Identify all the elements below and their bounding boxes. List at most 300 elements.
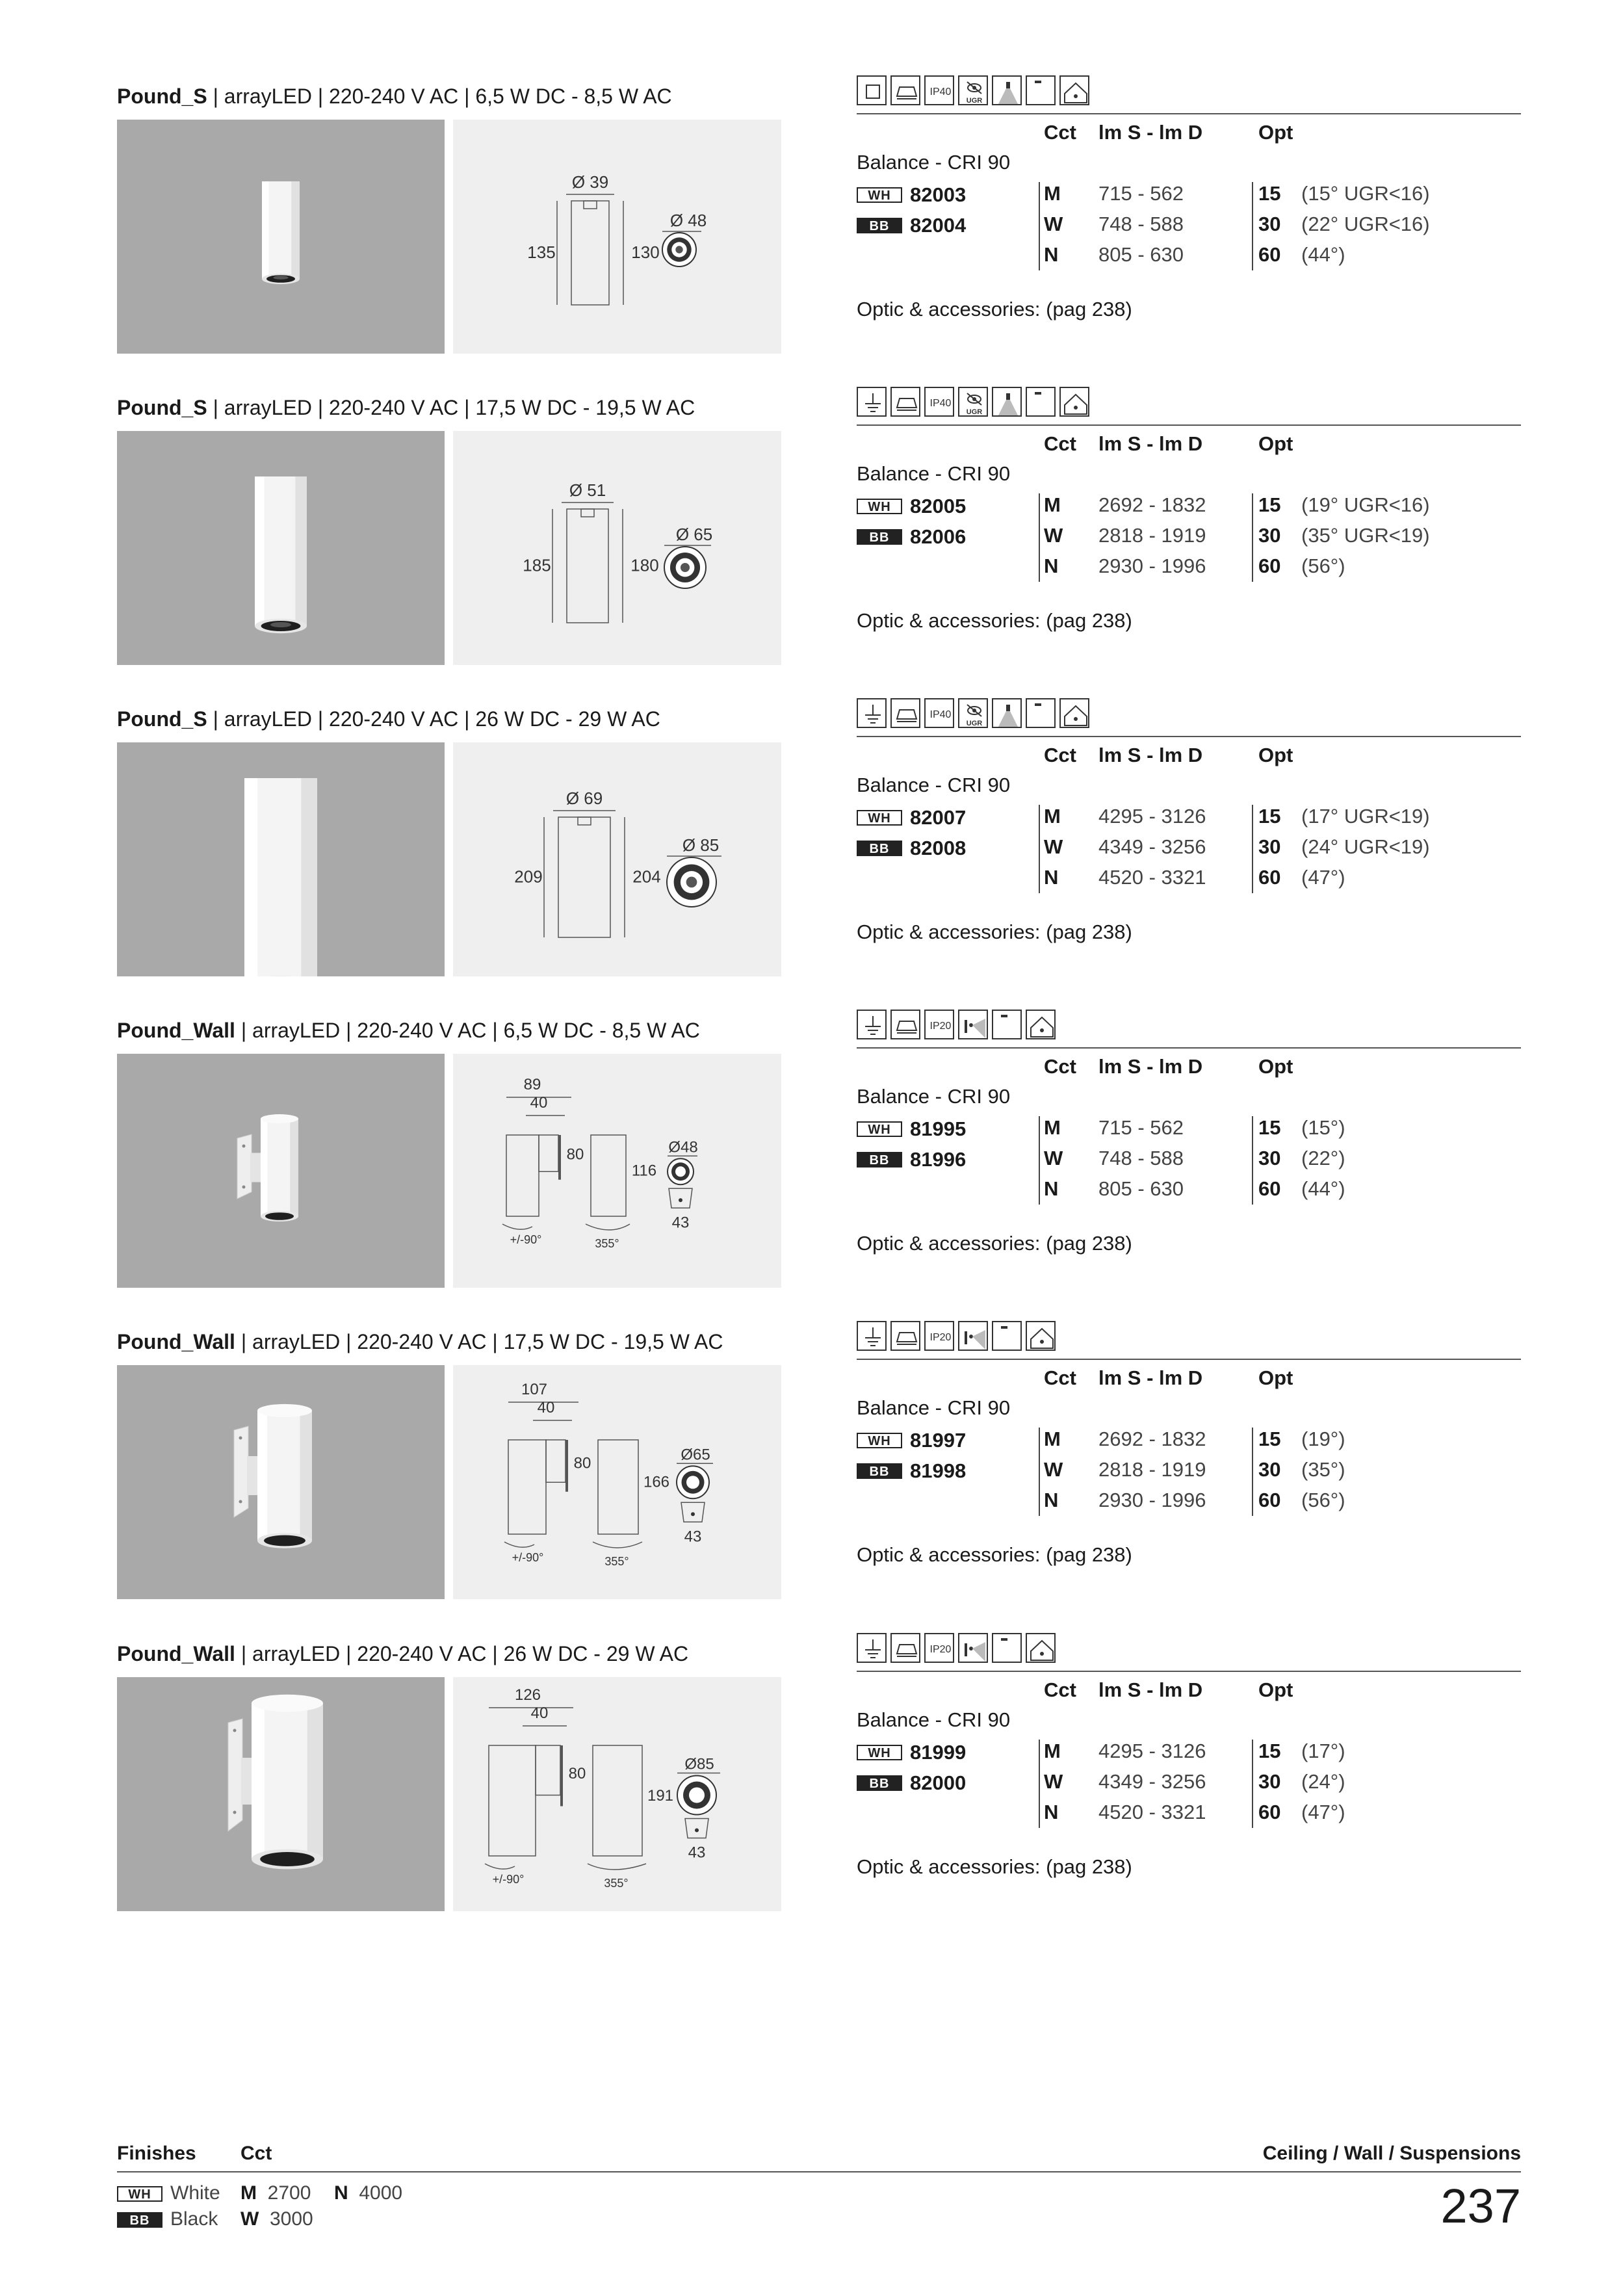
dimension-drawing [504, 1381, 713, 1568]
square-icon [857, 75, 887, 105]
optic-accessories-link[interactable]: Optic & accessories: (pag 238) [857, 298, 1132, 320]
product-photo [117, 742, 445, 976]
dimension-drawing [485, 1686, 720, 1890]
optic-value: 15 [1258, 493, 1281, 516]
ip40-icon [924, 698, 954, 728]
lumen-value: 2818 - 1919 [1098, 1458, 1206, 1481]
ugr-icon [958, 387, 988, 417]
width-arm-label: 40 [537, 1399, 555, 1416]
diameter-top-label: Ø 39 [571, 172, 609, 192]
finish-badge: WH [857, 499, 902, 514]
ip40-icon [924, 75, 954, 105]
diameter-front-label: Ø 65 [675, 525, 713, 544]
ugr-icon [958, 75, 988, 105]
product-section [0, 83, 1623, 395]
ground-icon [857, 1633, 887, 1663]
optic-value: 60 [1258, 1801, 1281, 1823]
lumen-value: 715 - 562 [1098, 1116, 1184, 1139]
cct-code: N [1044, 1177, 1059, 1200]
header-lumen: lm S - lm D [1098, 1055, 1203, 1078]
table-rule [857, 736, 1521, 737]
ugr-text: UGR [966, 408, 983, 416]
luminaire-render [228, 1695, 323, 1870]
technical-drawing [453, 120, 781, 354]
beam-angle: (22° UGR<16) [1301, 213, 1430, 235]
diameter-front-label: Ø 48 [669, 211, 707, 230]
article-cell [857, 1424, 1045, 1456]
ceiling-mount-icon [890, 1010, 920, 1039]
product-spec: | arrayLED | 220-240 V AC | 6,5 W DC - 8,5 W AC [235, 1019, 700, 1042]
table-row [857, 831, 1521, 863]
ugr-text: UGR [966, 97, 983, 105]
header-opt: Opt [1258, 744, 1293, 766]
cct-code: N [1044, 243, 1059, 266]
product-section [0, 1329, 1623, 1641]
product-section [0, 1641, 1623, 1953]
beam-angle: (56°) [1301, 554, 1345, 577]
cct-n [334, 2180, 402, 2206]
height-body-label: 166 [643, 1473, 670, 1491]
product-photo [117, 1365, 445, 1599]
optic-accessories-link[interactable]: Optic & accessories: (pag 238) [857, 609, 1132, 632]
cct-code-w: W [240, 2208, 259, 2230]
article-code: 82008 [910, 836, 967, 859]
indoor-house-icon [1059, 387, 1089, 417]
optic-value: 30 [1258, 213, 1281, 235]
header-cct: Cct [1044, 744, 1076, 766]
table-row [857, 489, 1521, 521]
header-lumen: lm S - lm D [1098, 121, 1203, 144]
article-code: 82005 [910, 494, 967, 517]
table-header [857, 740, 1521, 771]
lumen-value: 2930 - 1996 [1098, 554, 1206, 577]
dimension-drawing [523, 480, 712, 623]
ip20-icon [924, 1321, 954, 1351]
article-cell [857, 1766, 1045, 1799]
beam-angle: (24°) [1301, 1770, 1345, 1793]
finishes-heading: Finishes [117, 2143, 196, 2164]
lumen-value: 2692 - 1832 [1098, 1428, 1206, 1450]
finish-badge: BB [857, 841, 902, 856]
wall-spot-icon [958, 1321, 988, 1351]
product-name: Pound_Wall [117, 1330, 235, 1353]
product-name: Pound_Wall [117, 1019, 235, 1042]
indoor-house-icon [1026, 1010, 1056, 1039]
finish-badge: WH [857, 810, 902, 826]
beam-angle: (35°) [1301, 1458, 1345, 1481]
article-cell [857, 801, 1045, 833]
ceiling-mount-icon [890, 387, 920, 417]
ceiling-mount-icon [890, 1633, 920, 1663]
width-arm-label: 40 [530, 1704, 549, 1722]
header-opt: Opt [1258, 432, 1293, 455]
product-photo [117, 120, 445, 354]
header-cct: Cct [1044, 121, 1076, 144]
lumen-value: 4520 - 3321 [1098, 1801, 1206, 1823]
table-rule [857, 1359, 1521, 1360]
lumen-value: 4295 - 3126 [1098, 1740, 1206, 1762]
lumen-value: 4295 - 3126 [1098, 805, 1206, 828]
optic-value: 30 [1258, 835, 1281, 858]
ground-icon [857, 1010, 887, 1039]
header-cct: Cct [1044, 432, 1076, 455]
table-rule [857, 1047, 1521, 1049]
optic-accessories-link[interactable]: Optic & accessories: (pag 238) [857, 1543, 1132, 1566]
optic-accessories-link[interactable]: Optic & accessories: (pag 238) [857, 920, 1132, 943]
product-photo [117, 431, 445, 665]
finish-badge-bb: BB [117, 2212, 162, 2228]
table-row [857, 551, 1521, 582]
optic-value: 15 [1258, 1740, 1281, 1762]
height-arm-label: 80 [568, 1765, 586, 1782]
header-cct: Cct [1044, 1055, 1076, 1078]
article-cell [857, 209, 1045, 241]
wall-spot-icon [958, 1010, 988, 1039]
technical-drawing [453, 1365, 781, 1599]
tilt-label: +/-90° [492, 1873, 525, 1886]
height-right-label: 130 [631, 242, 660, 262]
diameter-base-label: 43 [688, 1844, 706, 1862]
table-row [857, 801, 1521, 832]
article-code: 81998 [910, 1459, 967, 1482]
minus-icon [1026, 387, 1056, 417]
header-lumen: lm S - lm D [1098, 744, 1203, 766]
tilt-label: +/-90° [512, 1551, 544, 1564]
optic-value: 60 [1258, 1177, 1281, 1200]
header-opt: Opt [1258, 1055, 1293, 1078]
article-code: 81996 [910, 1147, 967, 1171]
product-name: Pound_Wall [117, 1642, 235, 1665]
table-header [857, 428, 1521, 460]
product-family: Balance - CRI 90 [857, 1085, 1011, 1108]
ugr-icon [958, 698, 988, 728]
height-body-label: 116 [631, 1162, 657, 1180]
beam-angle: (15°) [1301, 1116, 1345, 1139]
cct-code: W [1044, 524, 1063, 547]
header-opt: Opt [1258, 121, 1293, 144]
technical-drawing [453, 1054, 781, 1288]
optic-value: 60 [1258, 554, 1281, 577]
cct-code-n: N [334, 2182, 348, 2204]
finish-badge: BB [857, 1463, 902, 1479]
table-row [857, 1454, 1521, 1485]
cct-heading: Cct [240, 2143, 272, 2164]
product-title [117, 395, 695, 421]
table-row [857, 209, 1521, 240]
rotation-label: 355° [604, 1877, 629, 1890]
product-family: Balance - CRI 90 [857, 1396, 1011, 1419]
page-number: 237 [1440, 2179, 1521, 2233]
table-row [857, 239, 1521, 270]
article-code: 82004 [910, 213, 967, 237]
diameter-base-label: 43 [671, 1214, 690, 1232]
finish-badge: WH [857, 187, 902, 203]
cct-code: M [1044, 493, 1061, 516]
optic-accessories-link[interactable]: Optic & accessories: (pag 238) [857, 1855, 1132, 1878]
product-section [0, 706, 1623, 1018]
width-arm-label: 40 [530, 1094, 548, 1112]
product-name: Pound_S [117, 707, 207, 731]
table-rule [857, 113, 1521, 114]
minus-icon [992, 1321, 1022, 1351]
cct-code: W [1044, 1147, 1063, 1169]
height-arm-label: 80 [566, 1145, 584, 1164]
product-section [0, 1017, 1623, 1329]
ground-icon [857, 387, 887, 417]
diameter-front-label: Ø65 [681, 1446, 710, 1464]
cct-code: M [1044, 1740, 1061, 1762]
minus-icon [1026, 698, 1056, 728]
header-lumen: lm S - lm D [1098, 1678, 1203, 1701]
product-spec: | arrayLED | 220-240 V AC | 26 W DC - 29 W AC [207, 707, 660, 731]
ip40-icon [924, 387, 954, 417]
indoor-house-icon [1059, 75, 1089, 105]
table-row [857, 178, 1521, 209]
lumen-value: 748 - 588 [1098, 213, 1184, 235]
beam-angle: (19° UGR<16) [1301, 493, 1430, 516]
beam-angle: (19°) [1301, 1428, 1345, 1450]
optic-value: 60 [1258, 866, 1281, 889]
diameter-top-label: Ø 51 [569, 480, 606, 500]
article-cell [857, 489, 1045, 522]
article-code: 82003 [910, 183, 967, 206]
product-title [117, 1017, 700, 1043]
cct-m [240, 2180, 311, 2206]
beam-angle: (15° UGR<16) [1301, 182, 1430, 205]
optic-value: 30 [1258, 1770, 1281, 1793]
finish-badge: WH [857, 1433, 902, 1448]
header-cct: Cct [1044, 1366, 1076, 1389]
cct-code: M [1044, 182, 1061, 205]
diameter-front-label: Ø 85 [682, 835, 720, 855]
finish-badge-wh: WH [117, 2186, 162, 2202]
cct-code: M [1044, 805, 1061, 828]
finish-badge: WH [857, 1121, 902, 1137]
product-family: Balance - CRI 90 [857, 1708, 1011, 1731]
product-photo [117, 1054, 445, 1288]
ip-rating-text: IP20 [929, 1332, 952, 1343]
lumen-value: 805 - 630 [1098, 1177, 1184, 1200]
height-body-label: 191 [647, 1787, 674, 1805]
cct-code: M [1044, 1116, 1061, 1139]
cct-code: W [1044, 835, 1063, 858]
table-row [857, 1173, 1521, 1205]
indoor-house-icon [1026, 1633, 1056, 1663]
finish-white [117, 2180, 220, 2206]
table-header [857, 1675, 1521, 1706]
beam-angle: (44°) [1301, 243, 1345, 266]
header-opt: Opt [1258, 1366, 1293, 1389]
product-spec: | arrayLED | 220-240 V AC | 17,5 W DC - 19,5 W AC [235, 1330, 723, 1353]
beam-angle: (17°) [1301, 1740, 1345, 1762]
indoor-house-icon [1026, 1321, 1056, 1351]
beam-angle: (44°) [1301, 1177, 1345, 1200]
cct-code: W [1044, 1770, 1063, 1793]
ceiling-mount-icon [890, 1321, 920, 1351]
header-opt: Opt [1258, 1678, 1293, 1701]
wall-spot-icon [958, 1633, 988, 1663]
optic-value: 30 [1258, 524, 1281, 547]
dimension-drawing [527, 172, 707, 305]
cct-code: W [1044, 213, 1063, 235]
ceiling-mount-icon [890, 75, 920, 105]
table-rule [857, 424, 1521, 426]
finish-name-white: White [170, 2182, 220, 2204]
lumen-value: 2930 - 1996 [1098, 1489, 1206, 1511]
ip-rating-text: IP40 [929, 86, 952, 98]
cct-code: W [1044, 1458, 1063, 1481]
diameter-front-label: Ø85 [684, 1755, 714, 1773]
article-code: 82000 [910, 1771, 967, 1794]
spot-icon [992, 75, 1022, 105]
beam-angle: (24° UGR<19) [1301, 835, 1430, 858]
article-code: 81995 [910, 1117, 967, 1140]
lumen-value: 2692 - 1832 [1098, 493, 1206, 516]
lumen-value: 2818 - 1919 [1098, 524, 1206, 547]
article-code: 81999 [910, 1740, 967, 1764]
diameter-base-label: 43 [684, 1528, 702, 1546]
cct-code: M [1044, 1428, 1061, 1450]
dimension-drawing [514, 789, 721, 937]
cct-value-w: 3000 [270, 2208, 313, 2230]
minus-icon [992, 1633, 1022, 1663]
optic-value: 60 [1258, 243, 1281, 266]
table-header [857, 1051, 1521, 1082]
beam-angle: (47°) [1301, 1801, 1345, 1823]
minus-icon [992, 1010, 1022, 1039]
beam-angle: (56°) [1301, 1489, 1345, 1511]
product-photo [117, 1677, 445, 1911]
optic-value: 30 [1258, 1458, 1281, 1481]
header-lumen: lm S - lm D [1098, 1366, 1203, 1389]
cct-w [240, 2206, 313, 2232]
finish-badge: WH [857, 1745, 902, 1760]
article-cell [857, 1454, 1045, 1487]
luminaire-render [234, 1404, 312, 1548]
height-left-label: 135 [527, 242, 556, 262]
article-code: 82006 [910, 525, 967, 548]
table-row [857, 1797, 1521, 1828]
ugr-text: UGR [966, 720, 983, 727]
lumen-value: 748 - 588 [1098, 1147, 1184, 1169]
optic-value: 15 [1258, 805, 1281, 828]
technical-drawing [453, 431, 781, 665]
lumen-value: 4349 - 3256 [1098, 835, 1206, 858]
finish-badge: BB [857, 1775, 902, 1791]
beam-angle: (47°) [1301, 866, 1345, 889]
category-label: Ceiling / Wall / Suspensions [1262, 2143, 1521, 2164]
optic-value: 30 [1258, 1147, 1281, 1169]
finish-badge: BB [857, 218, 902, 233]
product-family: Balance - CRI 90 [857, 774, 1011, 796]
table-row [857, 1424, 1521, 1455]
cct-code: N [1044, 866, 1059, 889]
finish-badge: BB [857, 1152, 902, 1168]
minus-icon [1026, 75, 1056, 105]
optic-value: 60 [1258, 1489, 1281, 1511]
finish-black [117, 2206, 218, 2232]
table-row [857, 1112, 1521, 1143]
article-cell [857, 1143, 1045, 1175]
ground-icon [857, 698, 887, 728]
table-header [857, 117, 1521, 148]
beam-angle: (17° UGR<19) [1301, 805, 1430, 828]
header-lumen: lm S - lm D [1098, 432, 1203, 455]
cct-code: N [1044, 554, 1059, 577]
product-title [117, 1641, 688, 1667]
cct-code-m: M [240, 2182, 257, 2204]
optic-value: 15 [1258, 1428, 1281, 1450]
ip-rating-text: IP20 [929, 1021, 952, 1032]
cct-code: N [1044, 1489, 1059, 1511]
ip-rating-text: IP40 [929, 709, 952, 720]
table-rule [857, 1671, 1521, 1672]
finish-name-black: Black [170, 2208, 218, 2230]
lumen-value: 805 - 630 [1098, 243, 1184, 266]
article-cell [857, 178, 1045, 211]
beam-angle: (35° UGR<19) [1301, 524, 1430, 547]
product-name: Pound_S [117, 396, 207, 419]
table-row [857, 1485, 1521, 1516]
cct-value-m: 2700 [267, 2182, 311, 2204]
dimension-drawing [502, 1076, 698, 1250]
product-family: Balance - CRI 90 [857, 151, 1011, 174]
table-row [857, 1766, 1521, 1797]
table-row [857, 1736, 1521, 1767]
footer-rule [117, 2171, 1521, 2172]
luminaire-render [255, 476, 307, 633]
diameter-top-label: Ø 69 [565, 789, 603, 808]
table-header [857, 1363, 1521, 1394]
ip20-icon [924, 1010, 954, 1039]
luminaire-render [237, 1114, 298, 1221]
cct-value-n: 4000 [359, 2182, 403, 2204]
optic-accessories-link[interactable]: Optic & accessories: (pag 238) [857, 1232, 1132, 1255]
spot-icon [992, 698, 1022, 728]
rotation-label: 355° [595, 1237, 619, 1250]
article-cell [857, 520, 1045, 553]
lumen-value: 715 - 562 [1098, 182, 1184, 205]
product-title [117, 83, 672, 109]
width-total-label: 107 [521, 1381, 548, 1398]
height-right-label: 204 [632, 867, 661, 887]
product-spec: | arrayLED | 220-240 V AC | 6,5 W DC - 8,5 W AC [207, 85, 672, 108]
technical-drawing [453, 742, 781, 976]
ip-rating-text: IP40 [929, 398, 952, 409]
article-cell [857, 1736, 1045, 1768]
product-title [117, 1329, 723, 1355]
product-spec: | arrayLED | 220-240 V AC | 26 W DC - 29 W AC [235, 1642, 689, 1665]
table-row [857, 1143, 1521, 1174]
ip20-icon [924, 1633, 954, 1663]
optic-value: 15 [1258, 1116, 1281, 1139]
product-title [117, 706, 660, 732]
header-cct: Cct [1044, 1678, 1076, 1701]
indoor-house-icon [1059, 698, 1089, 728]
rotation-label: 355° [604, 1555, 629, 1568]
luminaire-render [244, 778, 317, 976]
beam-angle: (22°) [1301, 1147, 1345, 1169]
height-left-label: 209 [514, 867, 543, 887]
height-right-label: 180 [630, 555, 659, 575]
article-cell [857, 1112, 1045, 1145]
ceiling-mount-icon [890, 698, 920, 728]
table-row [857, 862, 1521, 893]
article-code: 81997 [910, 1428, 967, 1452]
article-code: 82007 [910, 805, 967, 829]
product-name: Pound_S [117, 85, 207, 108]
luminaire-render [262, 181, 300, 284]
